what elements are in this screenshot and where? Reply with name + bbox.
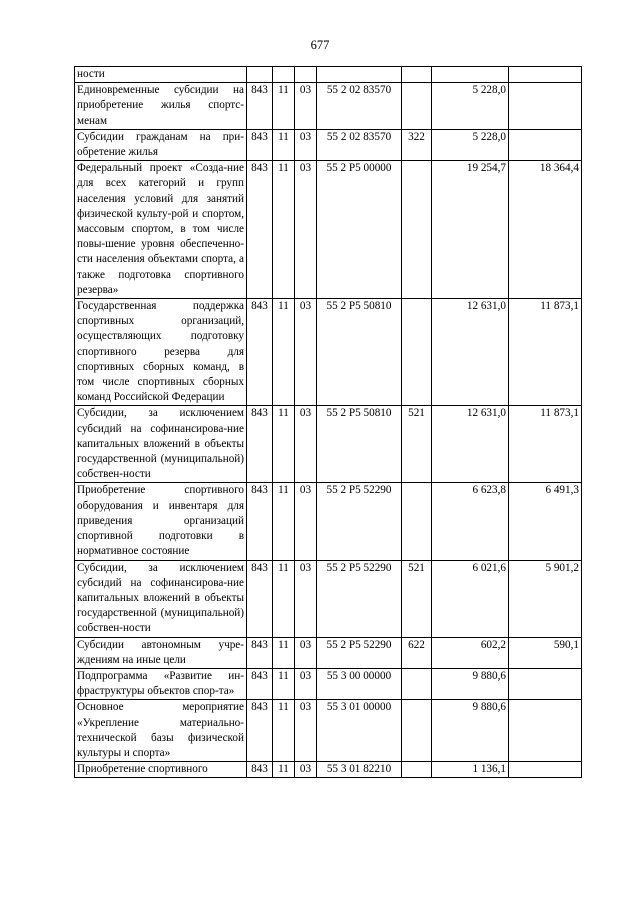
subsection-code: 03 [295,700,317,762]
amount-year-2 [509,700,582,762]
table-row [75,299,582,406]
expense-type: 521 [402,560,432,637]
section-code: 11 [273,129,295,160]
section-code [273,67,295,83]
ministry-code: 843 [247,560,273,637]
section-code: 11 [273,637,295,668]
target-article: 55 3 00 00000 [317,668,402,699]
ministry-code: 843 [247,161,273,299]
subsection-code [295,67,317,83]
expense-type [402,299,432,406]
expense-type: 521 [402,406,432,483]
row-name: Приобретение спортивного оборудования и инвентаря для приведения организаций спортивной подготовки в нормативное состояние [75,483,247,560]
section-code: 11 [273,560,295,637]
section-code: 11 [273,83,295,130]
subsection-code: 03 [295,668,317,699]
amount-year-2: 11 873,1 [509,406,582,483]
expense-type [402,67,432,83]
row-name: Субсидии автономным учре-ждениям на иные цели [75,637,247,668]
row-name: ности [75,67,247,83]
subsection-code: 03 [295,299,317,406]
target-article: 55 2 02 83570 [317,83,402,130]
row-name: Подпрограмма «Развитие ин-фраструктуры объектов спор-та» [75,668,247,699]
table-row [75,67,582,83]
ministry-code: 843 [247,700,273,762]
target-article: 55 2 P5 52290 [317,560,402,637]
expense-type [402,83,432,130]
amount-year-2 [509,67,582,83]
row-name: Государственная поддержка спортивных организаций, осуществляющих подготовку спортивного резерва для спортивных сборных команд, в том числе спортивных сборных команд Российской Федерации [75,299,247,406]
target-article: 55 2 P5 52290 [317,637,402,668]
row-name: Основное мероприятие «Укрепление материально-технической базы физической культуры и спорта» [75,700,247,762]
target-article: 55 3 01 00000 [317,700,402,762]
amount-year-2: 5 901,2 [509,560,582,637]
subsection-code: 03 [295,161,317,299]
amount-year-2: 590,1 [509,637,582,668]
section-code: 11 [273,668,295,699]
ministry-code: 843 [247,83,273,130]
row-name: Федеральный проект «Созда-ние для всех категорий и групп населения условий для занятий физической культу-рой и спортом, массовым спортом, в том числе повы-шение уровня обеспеченно-сти населения объектами спорта, а также подготовка спортивного резерва» [75,161,247,299]
ministry-code: 843 [247,762,273,778]
page-number: 677 [310,38,330,52]
row-name: Субсидии, за исключением субсидий на софинансирова-ние капитальных вложений в объекты государственной (муниципальной) собствен-ности [75,406,247,483]
section-code: 11 [273,762,295,778]
amount-year-2: 11 873,1 [509,299,582,406]
row-name: Единовременные субсидии на приобретение жилья спортс-менам [75,83,247,130]
target-article: 55 3 01 82210 [317,762,402,778]
expense-type [402,483,432,560]
expense-type [402,700,432,762]
amount-year-2: 18 364,4 [509,161,582,299]
amount-year-1: 19 254,7 [432,161,509,299]
ministry-code: 843 [247,637,273,668]
amount-year-1: 12 631,0 [432,406,509,483]
ministry-code: 843 [247,299,273,406]
section-code: 11 [273,161,295,299]
table-row [75,762,582,778]
amount-year-1: 9 880,6 [432,668,509,699]
section-code: 11 [273,700,295,762]
target-article: 55 2 P5 50810 [317,406,402,483]
table-row [75,83,582,130]
subsection-code: 03 [295,83,317,130]
row-name: Субсидии гражданам на при-обретение жилья [75,129,247,160]
table-row [75,668,582,699]
amount-year-1: 6 021,6 [432,560,509,637]
amount-year-2: 6 491,3 [509,483,582,560]
ministry-code: 843 [247,406,273,483]
subsection-code: 03 [295,762,317,778]
amount-year-2 [509,129,582,160]
amount-year-1 [432,67,509,83]
row-name: Приобретение спортивного [75,762,247,778]
subsection-code: 03 [295,129,317,160]
expense-type: 322 [402,129,432,160]
amount-year-1: 5 228,0 [432,129,509,160]
ministry-code: 843 [247,668,273,699]
ministry-code [247,67,273,83]
target-article: 55 2 P5 52290 [317,483,402,560]
table-row [75,483,582,560]
subsection-code: 03 [295,637,317,668]
expense-type [402,762,432,778]
ministry-code: 843 [247,129,273,160]
amount-year-1: 9 880,6 [432,700,509,762]
target-article: 55 2 P5 00000 [317,161,402,299]
amount-year-1: 1 136,1 [432,762,509,778]
section-code: 11 [273,299,295,406]
amount-year-1: 5 228,0 [432,83,509,130]
expense-type [402,668,432,699]
table-row [75,129,582,160]
table-row [75,560,582,637]
section-code: 11 [273,483,295,560]
amount-year-1: 602,2 [432,637,509,668]
table-row [75,406,582,483]
expense-type [402,161,432,299]
table-row [75,161,582,299]
subsection-code: 03 [295,406,317,483]
target-article: 55 2 P5 50810 [317,299,402,406]
target-article [317,67,402,83]
amount-year-2 [509,83,582,130]
subsection-code: 03 [295,560,317,637]
section-code: 11 [273,406,295,483]
table-row [75,700,582,762]
budget-table [74,66,582,778]
expense-type: 622 [402,637,432,668]
amount-year-2 [509,762,582,778]
table-row [75,637,582,668]
ministry-code: 843 [247,483,273,560]
row-name: Субсидии, за исключением субсидий на софинансирова-ние капитальных вложений в объекты государственной (муниципальной) собствен-ности [75,560,247,637]
amount-year-1: 6 623,8 [432,483,509,560]
amount-year-2 [509,668,582,699]
subsection-code: 03 [295,483,317,560]
target-article: 55 2 02 83570 [317,129,402,160]
amount-year-1: 12 631,0 [432,299,509,406]
